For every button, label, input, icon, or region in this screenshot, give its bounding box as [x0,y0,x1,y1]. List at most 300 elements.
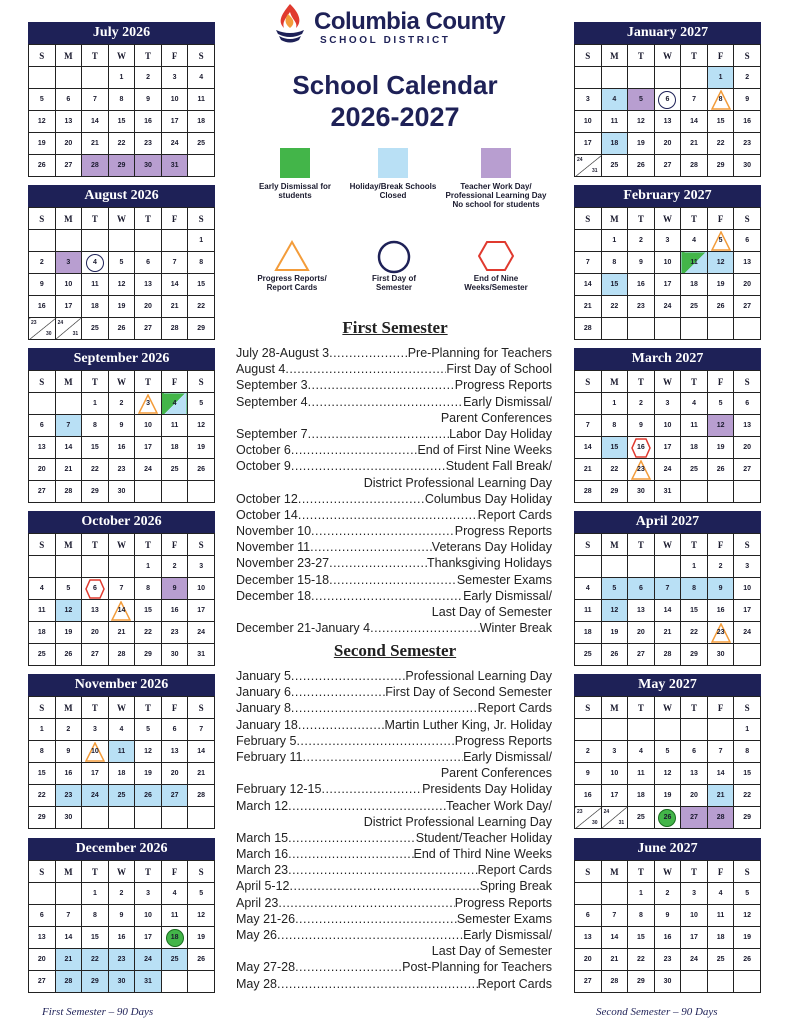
legend-early-dismissal [250,148,340,200]
week-row [29,296,215,318]
day-number: 11 [170,912,179,919]
day-cell [654,905,681,927]
empty-cell [55,556,82,578]
day-number: 19 [610,629,619,636]
day-cell [681,807,708,829]
day-number: 3 [612,748,617,755]
day-cell [707,459,734,481]
day-number: 20 [170,770,179,777]
event-row [236,862,552,878]
event-date: January 18 [236,717,298,732]
dot-leader [295,959,402,975]
day-cell [188,459,215,481]
day-number: 19 [37,140,46,147]
day-cell [681,578,708,600]
day-number: 14 [663,607,672,614]
day-cell [734,600,761,622]
day-cell [55,719,82,741]
day-cell [135,318,162,340]
empty-cell [29,230,56,252]
event-row [236,620,552,636]
day-cell [654,89,681,111]
month-title: October 2026 [28,511,215,533]
day-cell [707,393,734,415]
event-row [236,959,552,975]
day-number: 17 [690,934,698,941]
day-number: 19 [117,303,126,310]
day-number: 12 [117,281,126,288]
day-number: 15 [91,444,99,451]
day-cell [188,883,215,905]
week-row [29,318,215,340]
day-number: 16 [583,792,592,799]
dot-leader [310,539,432,555]
weekday-header: W [108,45,135,67]
blue-swatch [378,148,408,178]
day-cell [108,133,135,155]
day-cell [601,905,628,927]
day-number: 17 [663,444,672,451]
day-cell [82,274,109,296]
day-cell [29,927,56,949]
event-description: Early Dismissal/ [463,394,552,409]
day-cell [161,67,188,89]
event-date: October 9 [236,459,291,474]
day-number: 6 [92,585,97,592]
day-cell [108,741,135,763]
day-number: 13 [663,118,672,125]
week-row [29,89,215,111]
day-number: 3 [66,259,71,266]
day-number: 16 [117,934,126,941]
day-cell [108,600,135,622]
day-number: 27 [743,303,752,310]
day-cell [29,600,56,622]
day-cell [135,741,162,763]
day-number: 25 [690,466,698,473]
day-number: 25 [637,814,645,821]
day-number: 8 [612,422,617,429]
day-cell [654,785,681,807]
day-cell [135,763,162,785]
dot-leader [290,878,480,894]
day-number: 26 [37,162,46,169]
day-cell [734,763,761,785]
day-number: 28 [117,651,126,658]
day-cell [161,155,188,177]
day-cell [601,155,628,177]
month-november-2026 [28,674,215,829]
empty-cell [628,556,655,578]
empty-cell [575,883,602,905]
day-cell [681,393,708,415]
dot-leader [308,394,464,410]
week-row [575,274,761,296]
day-cell [707,67,734,89]
day-number: 23 [663,956,672,963]
day-cell [29,578,56,600]
day-number: 30 [117,978,126,985]
empty-cell [575,67,602,89]
day-number: 7 [612,912,617,919]
day-cell [681,459,708,481]
day-number: 6 [665,96,670,103]
day-cell [654,622,681,644]
event-description: Parent Conferences [440,410,552,425]
day-cell [82,318,109,340]
day-number: 15 [91,934,99,941]
day-cell [55,459,82,481]
day-cell [108,155,135,177]
day-number: 5 [612,585,617,592]
event-row [236,976,552,992]
day-number: 13 [583,934,592,941]
day-cell [681,763,708,785]
empty-cell [628,318,655,340]
day-number: 5 [39,96,44,103]
day-number: 11 [197,96,205,103]
day-cell [161,89,188,111]
day-cell [82,719,109,741]
day-number: 3 [665,237,670,244]
event-date: September 3 [236,378,308,393]
event-row [236,475,552,491]
day-cell [681,927,708,949]
day-cell [681,111,708,133]
weekday-header: W [108,534,135,556]
day-number: 12 [743,912,752,919]
day-number: 19 [663,792,672,799]
week-row [575,578,761,600]
day-cell [575,252,602,274]
day-cell [108,67,135,89]
second-semester-events [236,668,552,992]
week-row [29,949,215,971]
day-number: 25 [170,956,179,963]
event-description: Martin Luther King, Jr. Holiday [384,717,552,732]
day-cell [601,111,628,133]
weekday-header: S [188,534,215,556]
day-number: 1 [612,400,617,407]
day-cell [734,155,761,177]
day-cell [654,927,681,949]
empty-cell [681,67,708,89]
day-number: 28 [197,792,206,799]
day-number: 20 [64,140,73,147]
day-cell [82,785,109,807]
weekday-header: W [654,371,681,393]
day-number: 29 [610,488,619,495]
day-number: 31 [72,331,79,337]
day-number: 15 [610,281,619,288]
weekday-header: W [108,861,135,883]
day-number: 8 [92,422,97,429]
day-number: 25 [716,956,725,963]
day-cell [161,393,188,415]
legend-end-of-nine-weeks [450,240,542,292]
week-row [575,133,761,155]
first-semester-heading: First Semester [342,318,448,337]
empty-cell [575,719,602,741]
day-number: 16 [637,281,645,288]
day-number: 7 [66,912,71,919]
day-number: 30 [144,162,152,169]
empty-cell [734,318,761,340]
dot-leader [291,684,385,700]
event-date: March 16 [236,847,289,862]
month-title: June 2027 [574,838,761,860]
day-cell [188,644,215,666]
weekday-header: T [82,371,109,393]
month-title: August 2026 [28,185,215,207]
day-cell [82,578,109,600]
day-cell [681,622,708,644]
day-number: 7 [199,726,204,733]
day-number: 15 [743,770,752,777]
day-cell [707,622,734,644]
day-cell [108,905,135,927]
day-cell [161,111,188,133]
day-number: 27 [583,978,592,985]
day-cell [734,785,761,807]
day-cell [734,89,761,111]
day-cell [601,971,628,993]
day-cell [135,578,162,600]
day-cell [108,415,135,437]
day-number: 9 [172,585,177,592]
weekday-header: W [108,208,135,230]
day-number: 2 [638,400,643,407]
day-cell [707,600,734,622]
day-number: 4 [692,400,696,407]
empty-cell [108,556,135,578]
day-number: 5 [199,890,204,897]
day-cell [575,274,602,296]
day-cell [601,459,628,481]
event-date: August 4 [236,362,286,377]
day-cell [601,437,628,459]
event-description: End of First Nine Weeks [417,443,552,458]
day-cell [82,252,109,274]
weekday-header: F [707,45,734,67]
day-cell [135,644,162,666]
day-number: 7 [585,259,590,266]
day-cell [628,927,655,949]
day-cell [734,807,761,829]
day-cell [55,415,82,437]
day-cell [654,296,681,318]
weekday-header: S [188,45,215,67]
day-cell [575,133,602,155]
day-cell [707,807,734,829]
day-number: 6 [745,400,750,407]
day-number: 18 [170,934,179,941]
day-cell [734,556,761,578]
weekday-header: T [82,208,109,230]
event-row [236,555,552,571]
day-number: 27 [170,792,179,799]
event-date: November 23-27 [236,556,330,571]
day-number: 31 [170,162,179,169]
day-number: 28 [690,162,698,169]
weekday-header: T [628,697,655,719]
hexagon-icon [478,240,514,272]
day-cell [188,741,215,763]
day-number: 26 [64,651,73,658]
empty-cell [681,481,708,503]
day-cell [654,252,681,274]
day-number: 27 [637,651,645,658]
day-number: 14 [716,770,725,777]
day-cell [82,622,109,644]
day-number: 26 [637,162,645,169]
month-grid [28,860,215,993]
event-date: March 23 [236,863,289,878]
day-number: 25 [690,303,698,310]
green-swatch [280,148,310,178]
event-row [236,588,552,604]
weekday-header: S [188,371,215,393]
day-cell [628,741,655,763]
day-number: 23 [170,629,179,636]
empty-cell [29,883,56,905]
day-cell [654,807,681,829]
day-cell [707,741,734,763]
weekday-header: S [188,208,215,230]
day-number: 18 [637,792,645,799]
day-number: 6 [638,585,643,592]
day-cell [654,155,681,177]
day-cell [108,578,135,600]
dot-leader [298,507,478,523]
event-row [236,572,552,588]
day-number: 14 [91,118,99,125]
day-number: 29 [716,162,725,169]
day-number: 13 [743,259,752,266]
day-cell [188,296,215,318]
empty-cell [601,719,628,741]
week-row [29,393,215,415]
day-number: 26 [197,956,206,963]
day-number: 2 [638,237,643,244]
day-number: 25 [117,792,126,799]
event-row [236,700,552,716]
day-number: 27 [690,814,698,821]
day-number: 20 [91,629,99,636]
day-number: 30 [637,488,645,495]
day-number: 1 [92,400,97,407]
second-semester-heading: Second Semester [333,641,457,660]
weekday-header: F [161,371,188,393]
day-cell [29,296,56,318]
week-row [575,556,761,578]
week-row [29,971,215,993]
day-number: 7 [692,96,696,103]
dot-leader [308,426,450,442]
day-number: 11 [584,607,592,614]
event-date: September 4 [236,394,308,409]
weekday-header: T [135,697,162,719]
day-cell [188,318,215,340]
day-number: 7 [66,422,71,429]
day-cell [82,89,109,111]
day-number: 12 [716,259,725,266]
week-row [29,111,215,133]
day-number: 7 [92,96,97,103]
day-cell [707,927,734,949]
day-cell [707,949,734,971]
day-number: 19 [197,934,206,941]
month-january-2027 [574,22,761,177]
day-number: 21 [583,303,592,310]
day-cell [681,949,708,971]
weekday-header: M [601,697,628,719]
weekday-header: F [161,208,188,230]
day-number: 8 [92,912,97,919]
legend-teacher-work-day [440,148,552,209]
empty-cell [188,971,215,993]
day-cell [601,89,628,111]
event-description: Last Day of Semester [431,605,552,619]
day-number: 15 [610,444,619,451]
weekday-header: M [55,208,82,230]
day-number: 3 [692,890,696,897]
day-cell [161,578,188,600]
day-cell [734,459,761,481]
day-number: 20 [144,303,152,310]
week-row [29,133,215,155]
event-row [236,394,552,410]
day-number: 2 [39,259,44,266]
day-number: 3 [146,890,150,897]
day-cell [82,949,109,971]
day-cell [82,741,109,763]
empty-cell [108,230,135,252]
day-cell [82,971,109,993]
day-number: 24 [197,629,206,636]
weekday-header: W [654,45,681,67]
day-number: 20 [637,629,645,636]
day-cell [681,905,708,927]
dot-leader [308,377,455,393]
day-number: 28 [170,325,179,332]
empty-cell [55,393,82,415]
weekday-header: T [82,861,109,883]
empty-cell [82,230,109,252]
day-number: 20 [37,956,46,963]
day-cell [108,622,135,644]
week-row [29,763,215,785]
day-number: 16 [144,118,152,125]
day-cell [82,415,109,437]
day-number: 7 [119,585,124,592]
day-number: 22 [690,629,698,636]
day-number: 17 [663,281,672,288]
dot-leader [277,976,478,992]
day-cell [161,459,188,481]
day-number: 11 [610,118,619,125]
day-cell [188,133,215,155]
day-number: 30 [743,162,752,169]
month-title: September 2026 [28,348,215,370]
day-cell [681,556,708,578]
event-date: March 15 [236,830,289,845]
dot-leader [285,361,446,377]
day-number: 27 [144,325,152,332]
day-number: 2 [745,74,750,81]
day-cell [108,927,135,949]
week-row [29,67,215,89]
